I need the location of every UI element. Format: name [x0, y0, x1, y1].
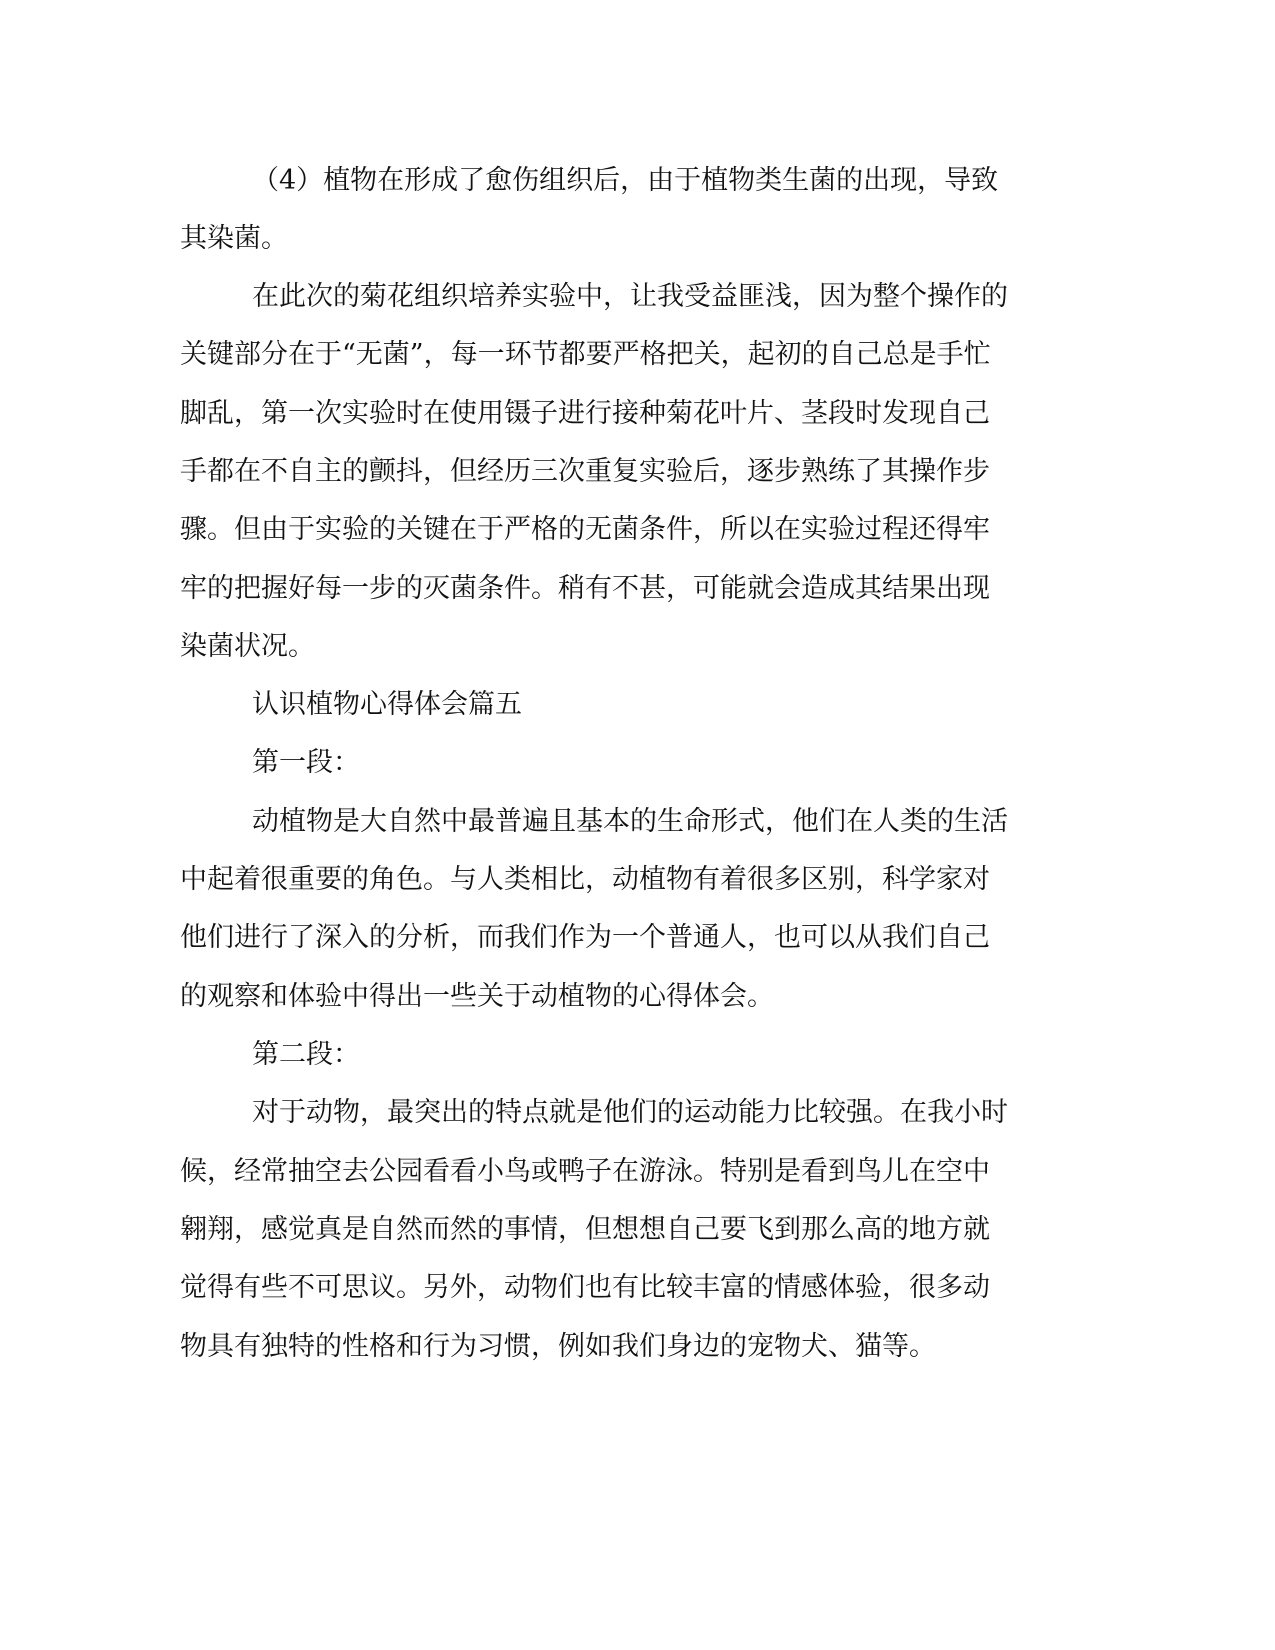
text-line: 物具有独特的性格和行为习惯，例如我们身边的宠物犬、猫等。 — [180, 1331, 936, 1362]
subsection-heading: 第二段： — [252, 1039, 360, 1070]
text-line: 牢的把握好每一步的灭菌条件。稍有不甚，可能就会造成其结果出现 — [180, 573, 990, 604]
text-line: 对于动物，最突出的特点就是他们的运动能力比较强。在我小时 — [252, 1097, 1008, 1128]
text-line: 动植物是大自然中最普遍且基本的生命形式，他们在人类的生活 — [252, 806, 1008, 837]
text-line: 中起着很重要的角色。与人类相比，动植物有着很多区别，科学家对 — [180, 864, 990, 895]
text-line: 其染菌。 — [180, 223, 288, 254]
text-line: 翱翔，感觉真是自然而然的事情，但想想自己要飞到那么高的地方就 — [180, 1214, 990, 1245]
text-line: 的观察和体验中得出一些关于动植物的心得体会。 — [180, 981, 774, 1012]
text-line: 关键部分在于“无菌”，每一环节都要严格把关，起初的自己总是手忙 — [180, 339, 991, 370]
text-line: 候，经常抽空去公园看看小鸟或鸭子在游泳。特别是看到鸟儿在空中 — [180, 1156, 990, 1187]
text-line: 骤。但由于实验的关键在于严格的无菌条件，所以在实验过程还得牢 — [180, 514, 990, 545]
text-line: 觉得有些不可思议。另外，动物们也有比较丰富的情感体验，很多动 — [180, 1272, 990, 1303]
subsection-heading: 第一段： — [252, 747, 360, 778]
text-line: 手都在不自主的颤抖，但经历三次重复实验后，逐步熟练了其操作步 — [180, 456, 990, 487]
text-line: 他们进行了深入的分析，而我们作为一个普通人，也可以从我们自己 — [180, 922, 990, 953]
text-line: 在此次的菊花组织培养实验中，让我受益匪浅，因为整个操作的 — [252, 281, 1008, 312]
section-heading: 认识植物心得体会篇五 — [252, 689, 522, 720]
text-line: 脚乱，第一次实验时在使用镊子进行接种菊花叶片、茎段时发现自己 — [180, 398, 990, 429]
text-line: （4）植物在形成了愈伤组织后，由于植物类生菌的出现，导致 — [252, 165, 999, 196]
text-line: 染菌状况。 — [180, 631, 315, 662]
